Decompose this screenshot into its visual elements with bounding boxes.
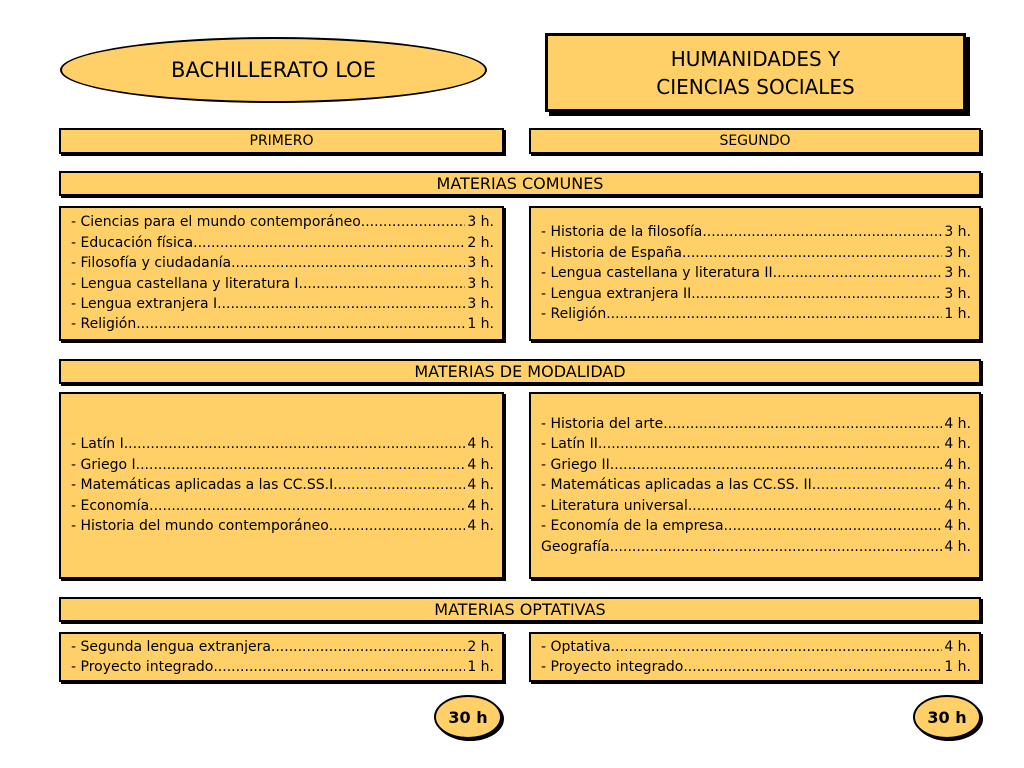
subject-hours: 3 h. [467,255,494,272]
subject-name: - Literatura universal [541,497,688,514]
section-header-optativas [59,597,981,622]
modality-title-line2: CIENCIAS SOCIALES [656,74,855,99]
subject-hours: 3 h. [944,244,971,261]
subject-hours: 4 h. [944,497,971,514]
subject-list-modalidad-segundo [529,392,981,579]
subject-hours: 4 h. [944,416,971,433]
dot-leader [702,222,942,242]
subject-row [541,496,971,516]
subject-hours: 4 h. [944,638,971,655]
subject-hours: 1 h. [944,306,971,323]
subject-row [541,284,971,304]
subject-hours: 4 h. [944,436,971,453]
subject-hours: 4 h. [944,456,971,473]
subject-hours: 1 h. [467,659,494,675]
subject-row [71,496,494,516]
subject-row [71,253,494,273]
subject-row [71,434,494,454]
subject-name: - Proyecto integrado [71,659,214,675]
subject-row [541,516,971,536]
total-hours-primero-badge [434,695,502,739]
section-title-modalidad: MATERIAS DE MODALIDAD [414,362,626,381]
modality-title-box [545,33,966,112]
subject-row [541,414,971,434]
subject-hours: 4 h. [944,538,971,555]
subject-hours: 3 h. [944,285,971,302]
subject-name: - Ciencias para el mundo contemporáneo [71,214,361,231]
dot-leader [606,304,942,324]
subject-list-optativas-primero [59,632,504,682]
section-header-modalidad [59,359,981,384]
subject-hours: 3 h. [467,295,494,312]
subject-name: - Griego II [541,456,610,473]
subject-row [541,243,971,263]
subject-list-comunes-primero [59,206,504,341]
subject-row [71,274,494,294]
dot-leader [271,637,465,657]
dot-leader [682,243,942,263]
subject-list-optativas-segundo [529,632,981,682]
program-title-oval [60,37,487,103]
subject-row [71,455,494,475]
subject-name: - Lengua castellana y literatura I [71,275,299,292]
subject-name: - Economía [71,497,150,514]
subject-name: - Optativa [541,638,611,655]
subject-name: - Historia de la filosofía [541,224,703,241]
subject-name: - Griego I [71,456,136,473]
column-header-segundo [529,128,981,154]
subject-row [71,212,494,232]
subject-row [541,475,971,495]
subject-row [541,304,971,324]
subject-row [541,222,971,242]
subject-name: - Religión [541,306,607,323]
subject-row [71,294,494,314]
modality-title-line1: HUMANIDADES Y [670,46,841,71]
dot-leader [773,263,943,283]
subject-row [541,537,971,557]
subject-row [71,516,494,536]
subject-row [541,637,971,657]
dot-leader [611,637,943,657]
subject-row [71,314,494,334]
subject-name: - Religión [71,316,137,333]
dot-leader [333,475,465,495]
subject-name: - Latín II [541,436,598,453]
subject-name: - Historia de España [541,244,682,261]
subject-hours: 3 h. [944,265,971,282]
section-title-comunes: MATERIAS COMUNES [436,174,604,193]
subject-hours: 4 h. [467,456,494,473]
subject-name: - Latín I [71,436,124,453]
subject-hours: 4 h. [944,477,971,494]
dot-leader [663,414,942,434]
dot-leader [598,434,942,454]
dot-leader [213,657,465,677]
subject-row [71,233,494,253]
column-header-segundo-label: SEGUNDO [719,133,791,149]
subject-hours: 4 h. [467,497,494,514]
dot-leader [124,434,466,454]
subject-row [541,263,971,283]
section-header-comunes [59,171,981,196]
subject-name: - Lengua castellana y literatura II [541,265,773,282]
subject-row [541,434,971,454]
dot-leader [329,516,466,536]
dot-leader [193,233,465,253]
subject-hours: 3 h. [467,275,494,292]
dot-leader [149,496,465,516]
column-header-primero-label: PRIMERO [249,133,314,149]
subject-list-modalidad-primero [59,392,504,579]
subject-list-comunes-segundo [529,206,981,341]
subject-hours: 4 h. [944,518,971,535]
subject-hours: 3 h. [467,214,494,231]
column-header-primero [59,128,504,154]
subject-row [541,657,971,677]
dot-leader [610,455,943,475]
subject-name: - Matemáticas aplicadas a las CC.SS.I [71,477,334,494]
subject-name: - Historia del arte [541,416,664,433]
dot-leader [361,212,466,232]
dot-leader [688,496,942,516]
subject-row [71,475,494,495]
subject-name: - Proyecto integrado [541,659,684,675]
subject-name: - Segunda lengua extranjera [71,638,271,655]
subject-row [71,637,494,657]
total-hours-segundo: 30 h [927,707,967,727]
subject-name: - Lengua extranjera I [71,295,218,312]
dot-leader [812,475,943,495]
subject-hours: 4 h. [467,477,494,494]
dot-leader [231,253,465,273]
subject-hours: 4 h. [467,518,494,535]
section-title-optativas: MATERIAS OPTATIVAS [434,600,606,619]
total-hours-primero: 30 h [448,707,488,727]
dot-leader [299,274,466,294]
subject-hours: 2 h. [467,638,494,655]
subject-row [71,657,494,677]
dot-leader [683,657,942,677]
subject-hours: 4 h. [467,436,494,453]
dot-leader [610,537,943,557]
subject-hours: 1 h. [944,659,971,675]
dot-leader [136,314,465,334]
dot-leader [724,516,943,536]
subject-name: - Historia del mundo contemporáneo [71,518,329,535]
subject-name: - Matemáticas aplicadas a las CC.SS. II [541,477,812,494]
dot-leader [136,455,466,475]
subject-row [541,455,971,475]
subject-name: - Filosofía y ciudadanía [71,255,232,272]
program-title: BACHILLERATO LOE [171,58,376,82]
dot-leader [691,284,942,304]
subject-hours: 3 h. [944,224,971,241]
subject-hours: 1 h. [467,316,494,333]
subject-name: - Economía de la empresa [541,518,724,535]
subject-name: Geografía [541,538,610,555]
subject-name: - Lengua extranjera II [541,285,692,302]
dot-leader [217,294,465,314]
total-hours-segundo-badge [913,695,981,739]
subject-name: - Educación física [71,234,194,251]
subject-hours: 2 h. [467,234,494,251]
